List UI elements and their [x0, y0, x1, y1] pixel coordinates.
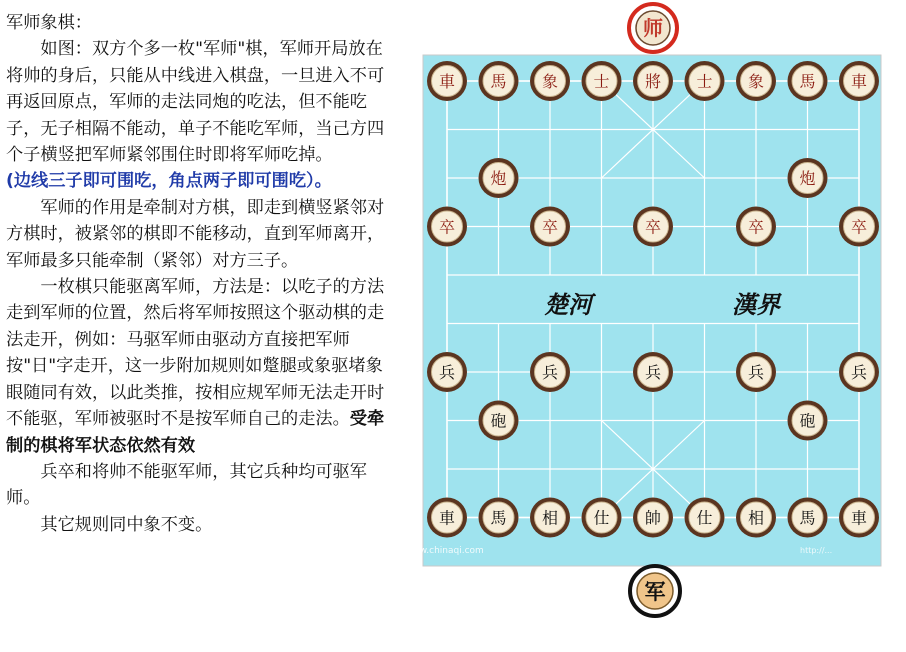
piece-label: 馬 [490, 72, 507, 91]
rules-title: 军师象棋： [6, 13, 92, 33]
piece-black[interactable] [839, 352, 879, 392]
piece-label: 車 [438, 508, 456, 528]
piece-label: 相 [747, 508, 765, 528]
piece-label: 兵 [541, 363, 559, 382]
piece-label: 砲 [490, 411, 507, 431]
piece-black[interactable] [582, 498, 622, 538]
piece-label: 馬 [799, 508, 816, 528]
piece-red[interactable] [633, 207, 673, 247]
red-advisor-label: 师 [643, 16, 663, 40]
piece-label: 兵 [850, 363, 868, 382]
piece-red[interactable] [479, 158, 519, 198]
piece-red[interactable] [427, 61, 467, 101]
piece-label: 卒 [747, 217, 765, 237]
piece-black[interactable] [479, 498, 519, 538]
piece-red[interactable] [530, 207, 570, 247]
piece-label: 兵 [438, 363, 456, 382]
piece-label: 仕 [593, 508, 610, 528]
piece-red[interactable] [839, 207, 879, 247]
piece-black[interactable] [788, 498, 828, 538]
piece-red[interactable] [736, 61, 776, 101]
piece-label: 車 [850, 72, 868, 91]
piece-label: 兵 [644, 363, 662, 382]
piece-red[interactable] [788, 158, 828, 198]
piece-black[interactable] [479, 401, 519, 441]
piece-black[interactable] [736, 352, 776, 392]
piece-label: 仕 [696, 508, 713, 528]
piece-label: 車 [850, 508, 868, 528]
piece-label: 象 [747, 72, 765, 91]
piece-red[interactable] [479, 61, 519, 101]
river-label-chu: 楚河 [544, 291, 592, 319]
river-label-han: 漢界 [732, 291, 780, 319]
piece-black[interactable] [633, 352, 673, 392]
black-advisor-piece[interactable] [630, 566, 680, 616]
piece-black[interactable] [736, 498, 776, 538]
piece-red[interactable] [530, 61, 570, 101]
rules-paragraph-4: 兵卒和将帅不能驱军师，其它兵种均可驱军师。 [6, 461, 367, 509]
piece-label: 兵 [747, 363, 765, 382]
piece-label: 將 [644, 72, 662, 91]
piece-red[interactable] [736, 207, 776, 247]
piece-black[interactable] [633, 498, 673, 538]
watermark-text: www.chinaqi.com [405, 546, 484, 556]
piece-black[interactable] [427, 498, 467, 538]
black-advisor-label: 军 [644, 580, 666, 604]
piece-label: 炮 [799, 169, 816, 188]
piece-black[interactable] [685, 498, 725, 538]
piece-black[interactable] [427, 352, 467, 392]
piece-label: 相 [541, 508, 559, 528]
piece-label: 象 [541, 72, 559, 91]
piece-red[interactable] [685, 61, 725, 101]
piece-label: 卒 [644, 217, 662, 237]
piece-label: 馬 [799, 72, 816, 91]
piece-label: 砲 [799, 411, 816, 431]
piece-label: 卒 [850, 217, 868, 237]
piece-label: 士 [593, 72, 610, 91]
piece-label: 馬 [490, 508, 507, 528]
rules-paragraph-5: 其它规则同中象不变。 [40, 514, 213, 535]
piece-black[interactable] [530, 352, 570, 392]
piece-label: 車 [438, 72, 456, 91]
rules-paragraph-2: 军师的作用是牵制对方棋，即走到横竖紧邻对方棋时，被紧邻的棋即不能移动，直到军师离开，军师最多只能牵制（紧邻）对方三子。 [6, 197, 385, 271]
piece-red[interactable] [788, 61, 828, 101]
rules-paragraph-3-body: 一枚棋只能驱离军师，方法是：以吃子的方法走到军师的位置，然后将军师按照这个驱动棋的走法走开，例如：马驱军师由驱动方直接把军师按"日"字走开，这一步附加规则如蹩腿或象驱堵象眼随同有效，以此类推，按相应规军师无法走开时不能驱，军师被驱时不是按军师自己的走法。 [6, 277, 385, 430]
rules-paragraph-3-bold: 受牵制的棋将军状态依然有效 [6, 409, 385, 456]
board-background [423, 55, 881, 566]
piece-red[interactable] [582, 61, 622, 101]
piece-label: 卒 [438, 217, 456, 237]
piece-red[interactable] [839, 61, 879, 101]
watermark-text-right: http://... [800, 546, 833, 555]
piece-label: 士 [696, 72, 713, 91]
piece-black[interactable] [788, 401, 828, 441]
piece-label: 帥 [644, 508, 662, 528]
piece-red[interactable] [633, 61, 673, 101]
red-advisor-piece[interactable] [629, 4, 677, 52]
piece-label: 卒 [541, 217, 559, 237]
piece-red[interactable] [427, 207, 467, 247]
piece-black[interactable] [839, 498, 879, 538]
piece-label: 炮 [490, 169, 507, 188]
rules-highlight-note: (边线三子即可围吃，角点两子即可围吃）。 [6, 171, 332, 192]
piece-black[interactable] [530, 498, 570, 538]
rules-paragraph-1-body: 如图：双方个多一枚"军师"棋，军师开局放在将帅的身后，只能从中线进入棋盘，一旦进入不可再返回原点，军师的走法同炮的吃法，但不能吃子，无子相隔不能动，单子不能吃军师，当己方四个子横竖把军师紧邻围住时即将军师吃掉。 [6, 39, 385, 166]
